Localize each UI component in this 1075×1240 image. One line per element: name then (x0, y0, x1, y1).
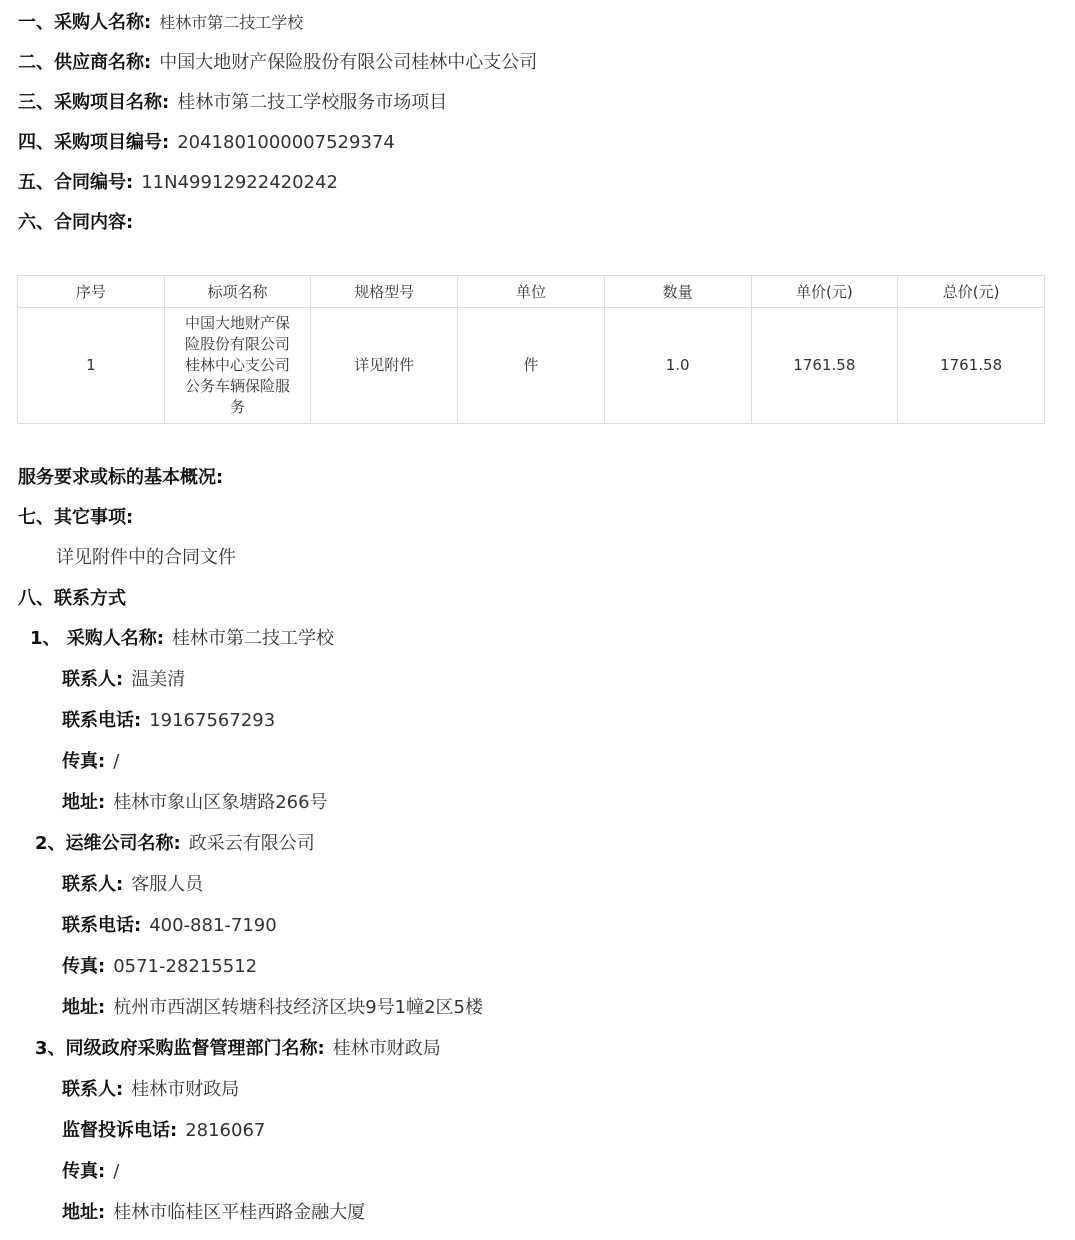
purchaser-name-value: 桂林市第二技工学校 (159, 13, 304, 32)
contact2-phone-label: 联系电话: (62, 915, 142, 936)
contact1-title-label: 1、 采购人名称: (30, 628, 164, 649)
contact3-address-value: 桂林市临桂区平桂西路金融大厦 (113, 1202, 366, 1223)
table-header-row (18, 276, 1045, 308)
cell-unit-price: 1761.58 (751, 308, 898, 424)
contact3-fax-label: 传真: (62, 1161, 106, 1182)
contract-items-table (17, 275, 1045, 424)
contact2-title-label: 2、运维公司名称: (35, 833, 181, 854)
contact1-phone-value: 19167567293 (149, 710, 276, 731)
contact-section-label: 八、联系方式 (18, 588, 126, 609)
col-header-item-name: 标项名称 (164, 276, 311, 308)
contact2-phone-value: 400-881-7190 (149, 915, 277, 936)
contact1-title-row (30, 619, 334, 659)
contact3-title-row (35, 1029, 441, 1069)
col-header-unit-price: 单价(元) (751, 276, 898, 308)
contact1-phone-label: 联系电话: (62, 710, 142, 731)
cell-item-name: 中国大地财产保险股份有限公司桂林中心支公司公务车辆保险服务 (164, 308, 311, 424)
contact3-person-value: 桂林市财政局 (131, 1079, 240, 1100)
col-header-spec: 规格型号 (311, 276, 458, 308)
contract-number-label: 五、合同编号: (18, 172, 134, 193)
table-row (18, 308, 1045, 424)
contact1-person-value: 温美清 (131, 669, 186, 690)
contact3-phone-row (62, 1111, 265, 1151)
contact3-address-label: 地址: (62, 1202, 106, 1223)
contact2-person-row (62, 865, 203, 905)
cell-unit: 件 (458, 308, 605, 424)
project-number-value: 2041801000007529374 (177, 132, 395, 153)
contract-content-heading (18, 203, 133, 243)
contact3-person-label: 联系人: (62, 1079, 124, 1100)
project-number-label: 四、采购项目编号: (18, 132, 170, 153)
contact1-title-value: 桂林市第二技工学校 (172, 628, 334, 649)
contact1-person-row (62, 660, 185, 700)
contact2-person-value: 客服人员 (131, 874, 204, 895)
contact1-phone-row (62, 701, 275, 741)
cell-spec: 详见附件 (311, 308, 458, 424)
project-name-label: 三、采购项目名称: (18, 92, 170, 113)
project-name-value: 桂林市第二技工学校服务市场项目 (177, 92, 448, 113)
contact1-person-label: 联系人: (62, 669, 124, 690)
contact3-person-row (62, 1070, 239, 1110)
project-name-row (18, 83, 447, 123)
contact3-title-label: 3、同级政府采购监督管理部门名称: (35, 1038, 325, 1059)
other-matters-label: 七、其它事项: (18, 507, 134, 528)
contact2-fax-label: 传真: (62, 956, 106, 977)
contact2-fax-value: 0571-28215512 (113, 956, 258, 977)
contact1-fax-value: / (113, 751, 120, 772)
other-matters-content (56, 538, 236, 578)
supplier-name-value: 中国大地财产保险股份有限公司桂林中心支公司 (159, 52, 538, 73)
col-header-unit: 单位 (458, 276, 605, 308)
contact1-address-value: 桂林市象山区象塘路266号 (113, 792, 328, 813)
contact1-address-label: 地址: (62, 792, 106, 813)
contract-number-value: 11N49912922420242 (141, 172, 338, 193)
contact3-phone-value: 2816067 (185, 1120, 266, 1141)
contact2-address-value: 杭州市西湖区转塘科技经济区块9号1幢2区5楼 (113, 997, 484, 1018)
contact3-address-row (62, 1193, 365, 1233)
contact2-address-label: 地址: (62, 997, 106, 1018)
contact2-phone-row (62, 906, 277, 946)
contract-content-label: 六、合同内容: (18, 212, 134, 233)
project-number-row (18, 123, 395, 163)
service-overview-heading (18, 458, 223, 498)
contact2-person-label: 联系人: (62, 874, 124, 895)
cell-total-price: 1761.58 (898, 308, 1045, 424)
col-header-total-price: 总价(元) (898, 276, 1045, 308)
col-header-index: 序号 (18, 276, 165, 308)
contact3-fax-row (62, 1152, 119, 1192)
contact2-fax-row (62, 947, 257, 987)
purchaser-name-row (18, 3, 303, 43)
contact1-fax-label: 传真: (62, 751, 106, 772)
purchaser-name-label: 一、采购人名称: (18, 12, 152, 33)
service-overview-label: 服务要求或标的基本概况: (18, 467, 224, 488)
cell-index: 1 (18, 308, 165, 424)
col-header-quantity: 数量 (604, 276, 751, 308)
contact-section-heading (18, 579, 126, 619)
contact2-title-row (35, 824, 315, 864)
contact1-address-row (62, 783, 328, 823)
contact1-fax-row (62, 742, 119, 782)
contact3-title-value: 桂林市财政局 (332, 1038, 441, 1059)
other-matters-heading (18, 498, 133, 538)
contract-number-row (18, 163, 338, 203)
contact3-phone-label: 监督投诉电话: (62, 1120, 178, 1141)
contact2-address-row (62, 988, 483, 1028)
contact2-title-value: 政采云有限公司 (188, 833, 315, 854)
contact3-fax-value: / (113, 1161, 120, 1182)
other-matters-text: 详见附件中的合同文件 (56, 547, 236, 568)
cell-quantity: 1.0 (604, 308, 751, 424)
supplier-name-row (18, 43, 537, 83)
supplier-name-label: 二、供应商名称: (18, 52, 152, 73)
